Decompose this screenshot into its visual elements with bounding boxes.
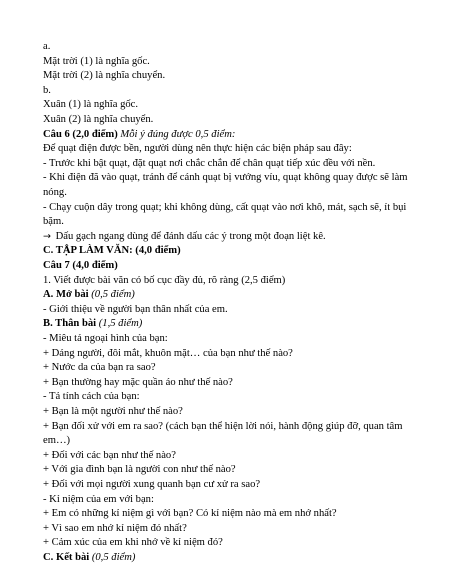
text-line: Để quạt điện được bền, người dùng nên thực hiện các biện pháp sau đây: — [43, 143, 352, 155]
conclusion-text: Dấu gạch ngang dùng để đánh dấu các ý trong một đoạn liệt kê. — [55, 230, 326, 242]
list-item: + Với gia đình bạn là người con như thế nào? — [43, 464, 236, 476]
list-item: + Bạn đối xử với em ra sao? (cách bạn thể hiện lời nói, hành động giúp đỡ, quan tâm — [43, 420, 403, 432]
text-line: 1. Viết được bài văn có bố cục đầy đủ, rõ ràng (2,5 điểm) — [43, 274, 286, 286]
conclusion-points: (0,5 điểm) — [91, 552, 136, 563]
intro-title: A. Mở bài — [43, 289, 89, 301]
body-title: B. Thân bài — [43, 318, 97, 330]
section-c-heading: C. TẬP LÀM VĂN: (4,0 điểm) — [43, 245, 181, 257]
list-item: - Chạy cuộn dây trong quạt; khi không dùng, cất quạt vào nơi khô, mát, sạch sẽ, ít bụi — [43, 201, 407, 213]
text-line: Xuân (1) là nghĩa gốc. — [43, 99, 139, 111]
text-line: Mặt trời (1) là nghĩa gốc. — [43, 55, 150, 67]
part-b-label: b. — [43, 84, 51, 96]
list-item: - Miêu tả ngoại hình của bạn: — [43, 333, 168, 344]
list-item: - Khi điện đã vào quạt, tránh để cánh quạt bị vướng víu, quạt không quay được sẽ làm — [43, 172, 408, 184]
conclusion-line — [43, 230, 326, 243]
right-arrow-icon: → — [43, 230, 51, 242]
list-item: + Em có những kỉ niệm gì với bạn? Có kỉ niệm nào mà em nhớ nhất? — [43, 508, 337, 520]
question-6-heading — [43, 128, 235, 141]
list-item: + Vì sao em nhớ kỉ niệm đó nhất? — [43, 522, 187, 534]
question-6-note: Mỗi ý đúng được 0,5 điểm: — [120, 128, 236, 140]
intro-heading — [43, 288, 135, 301]
text-line: Xuân (2) là nghĩa chuyển. — [43, 114, 154, 125]
list-item: + Bạn thường hay mặc quần áo như thế nào? — [43, 376, 233, 388]
part-a-label: a. — [43, 41, 51, 52]
body-heading — [43, 317, 142, 330]
question-7-heading: Câu 7 (4,0 điểm) — [43, 260, 118, 271]
list-item: + Bạn là một người như thế nào? — [43, 406, 183, 417]
body-points: (1,5 điểm) — [98, 318, 143, 330]
list-item: - Tả tính cách của bạn: — [43, 391, 140, 403]
text-line: Mặt trời (2) là nghĩa chuyển. — [43, 70, 166, 82]
list-item: + Đối với các bạn như thế nào? — [43, 449, 176, 461]
list-item: - Kỉ niệm của em với bạn: — [43, 493, 154, 505]
list-item: - Trước khi bật quạt, đặt quạt nơi chắc chắn để chân quạt tiếp xúc đều với nền. — [43, 157, 376, 169]
list-item: + Nước da của bạn ra sao? — [43, 362, 156, 374]
intro-points: (0,5 điểm) — [91, 289, 135, 301]
list-item: + Cảm xúc của em khi nhớ về kỉ niệm đó? — [43, 537, 223, 549]
conclusion-heading — [43, 551, 135, 564]
conclusion-title: C. Kết bài — [43, 552, 90, 563]
list-item-continued: em…) — [43, 435, 71, 447]
list-item-continued: nóng. — [43, 187, 67, 198]
list-item-continued: bặm. — [43, 216, 64, 228]
list-item: + Đối với mọi người xung quanh bạn cư xử ra sao? — [43, 479, 261, 490]
list-item: + Dáng người, đôi mắt, khuôn mặt… của bạn như thế nào? — [43, 347, 293, 359]
list-item: - Giới thiệu về người bạn thân nhất của em. — [43, 303, 228, 315]
question-6-title: Câu 6 (2,0 điểm) — [43, 128, 118, 140]
